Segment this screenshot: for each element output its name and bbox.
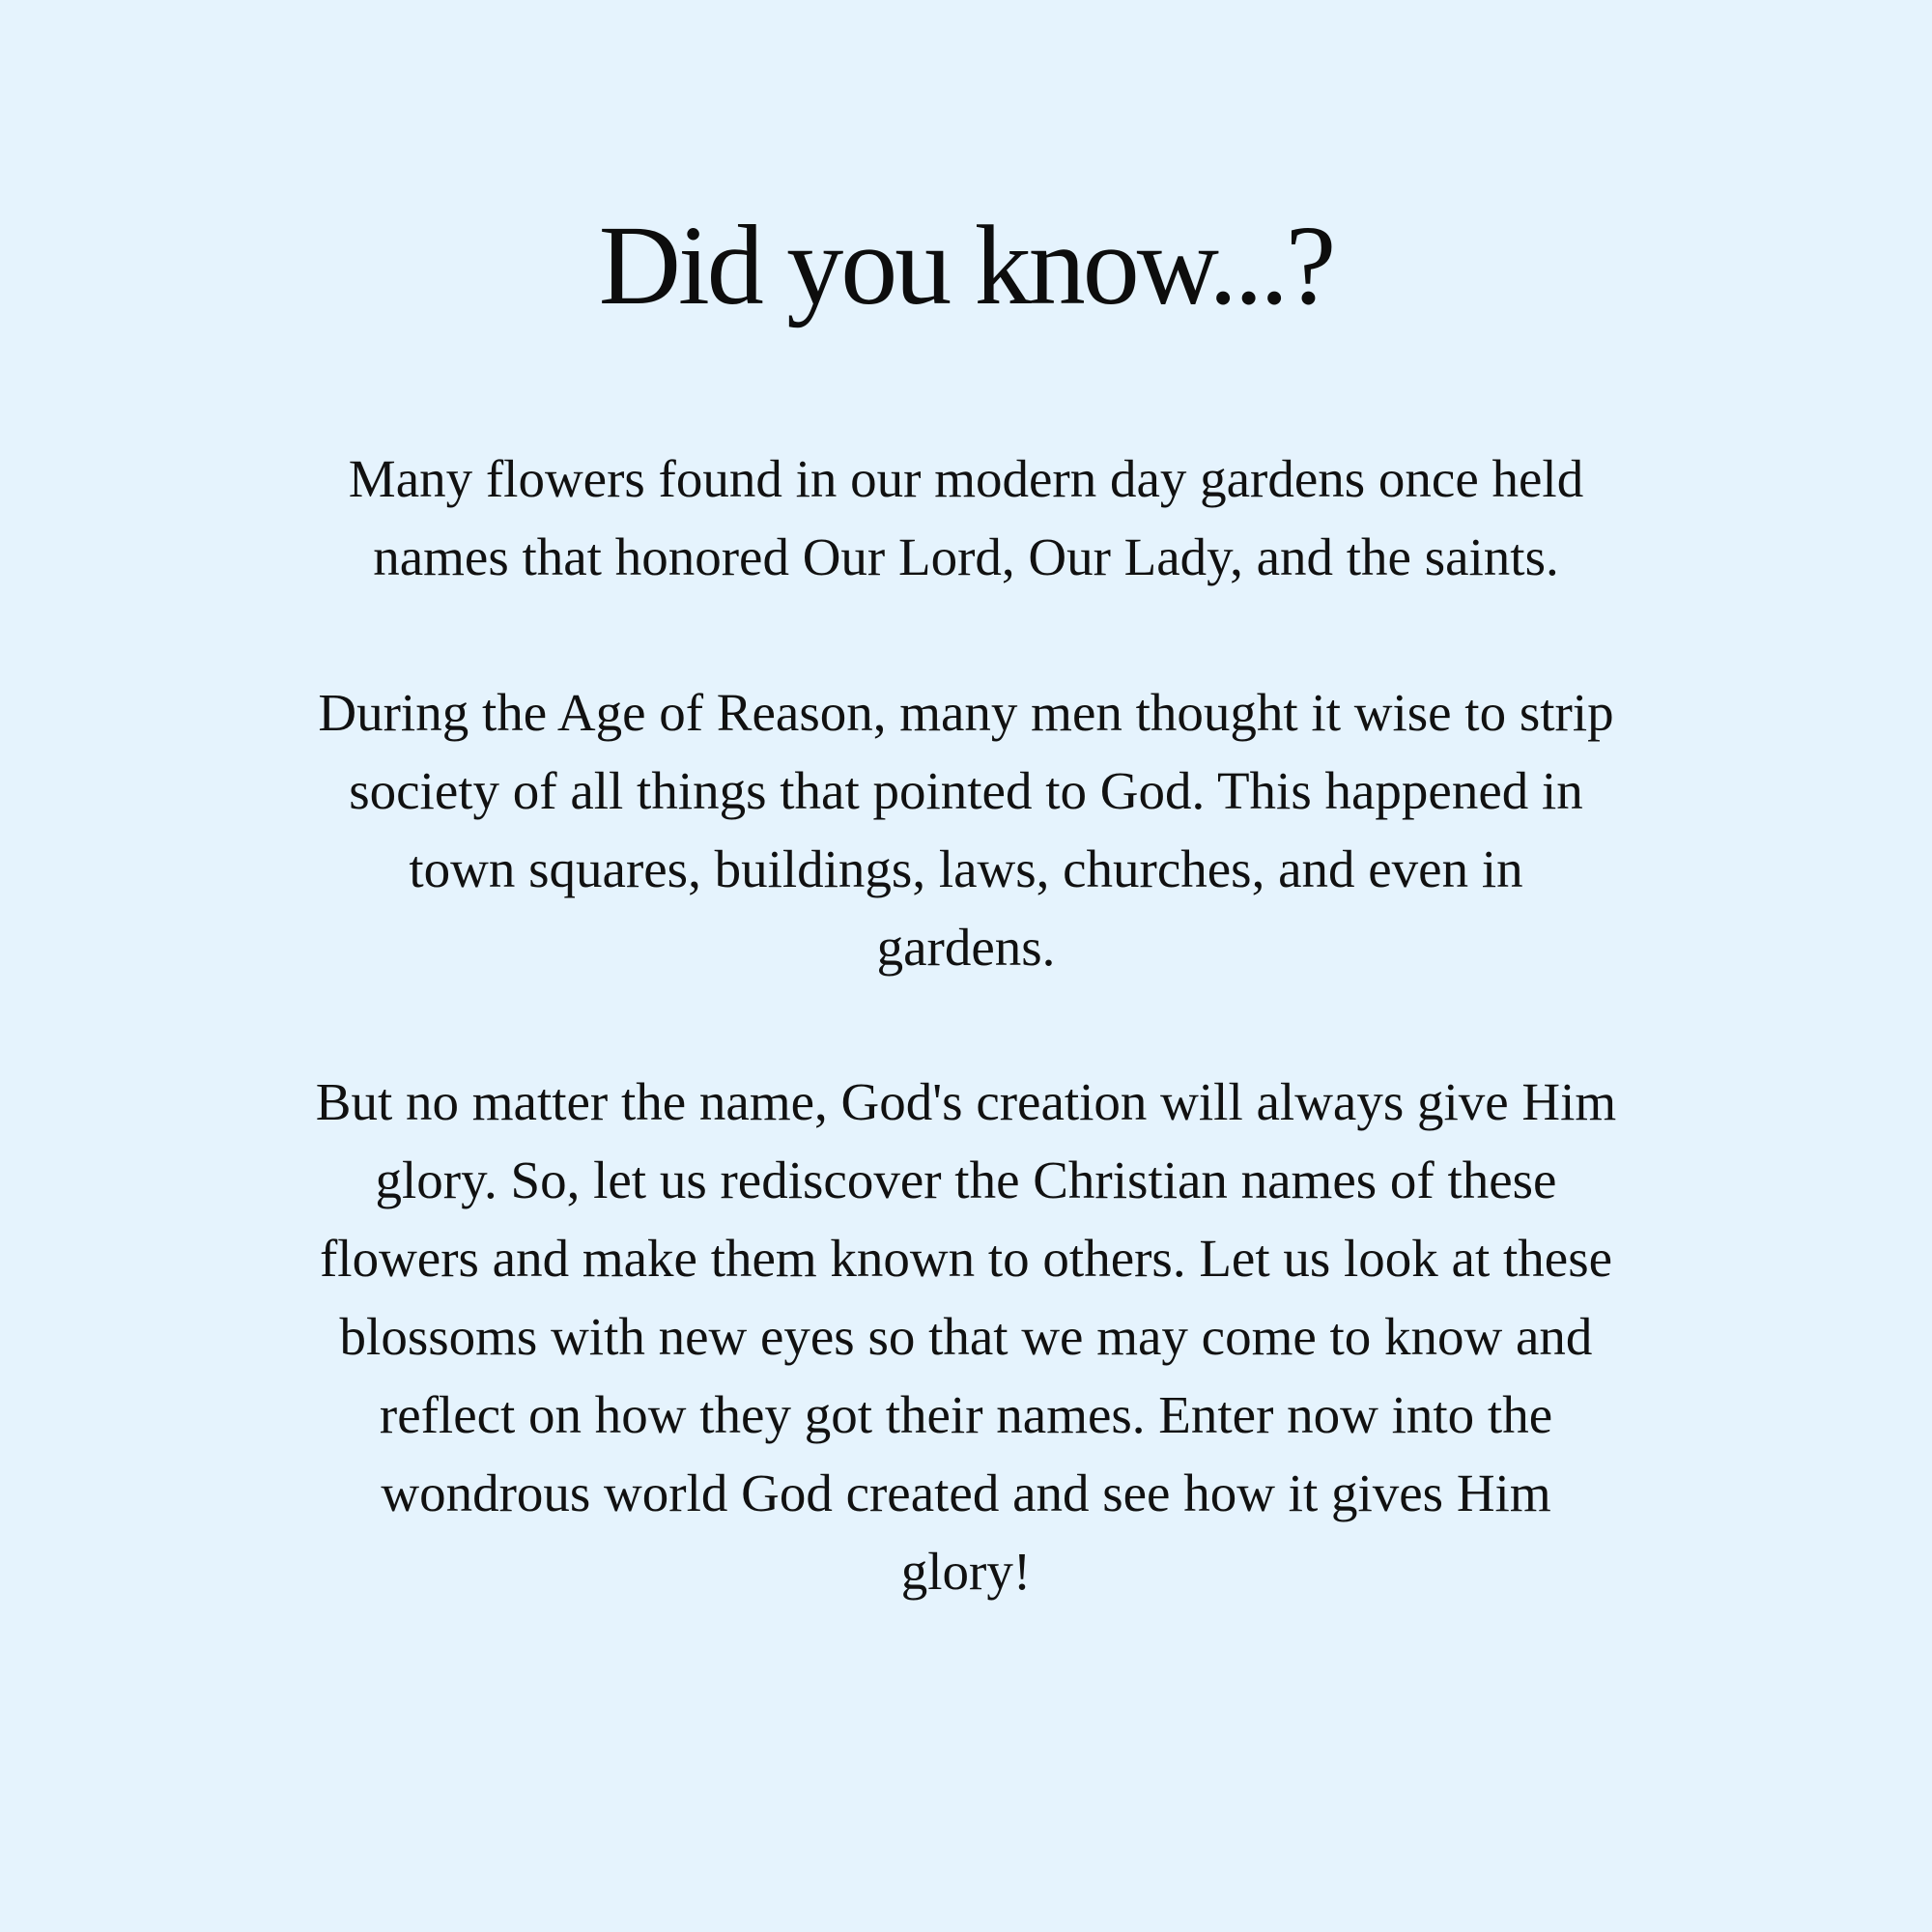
text-line: glory. So, let us rediscover the Christian names of these (375, 1151, 1557, 1209)
text-line: But no matter the name, God's creation will always give Him (315, 1072, 1617, 1131)
paragraph-conclusion (184, 1063, 1748, 1610)
text-line: reflect on how they got their names. Enter now into the (379, 1385, 1553, 1444)
paragraph-age-of-reason (184, 673, 1748, 986)
paragraph-intro (184, 440, 1748, 596)
text-line: wondrous world God created and see how it gives Him (381, 1463, 1551, 1522)
text-line: glory! (900, 1542, 1032, 1601)
text-line: gardens. (876, 918, 1056, 977)
text-line: flowers and make them known to others. Let us look at these (319, 1229, 1613, 1288)
text-line: Many flowers found in our modern day gardens once held (348, 449, 1584, 508)
text-line: names that honored Our Lord, Our Lady, and the saints. (373, 527, 1559, 586)
text-line: blossoms with new eyes so that we may come to know and (339, 1307, 1593, 1366)
text-line: town squares, buildings, laws, churches, and even in (409, 839, 1523, 898)
text-line: During the Age of Reason, many men thought it wise to strip (318, 683, 1614, 742)
page-title: Did you know...? (598, 202, 1334, 328)
text-line: society of all things that pointed to God. This happened in (349, 761, 1583, 820)
